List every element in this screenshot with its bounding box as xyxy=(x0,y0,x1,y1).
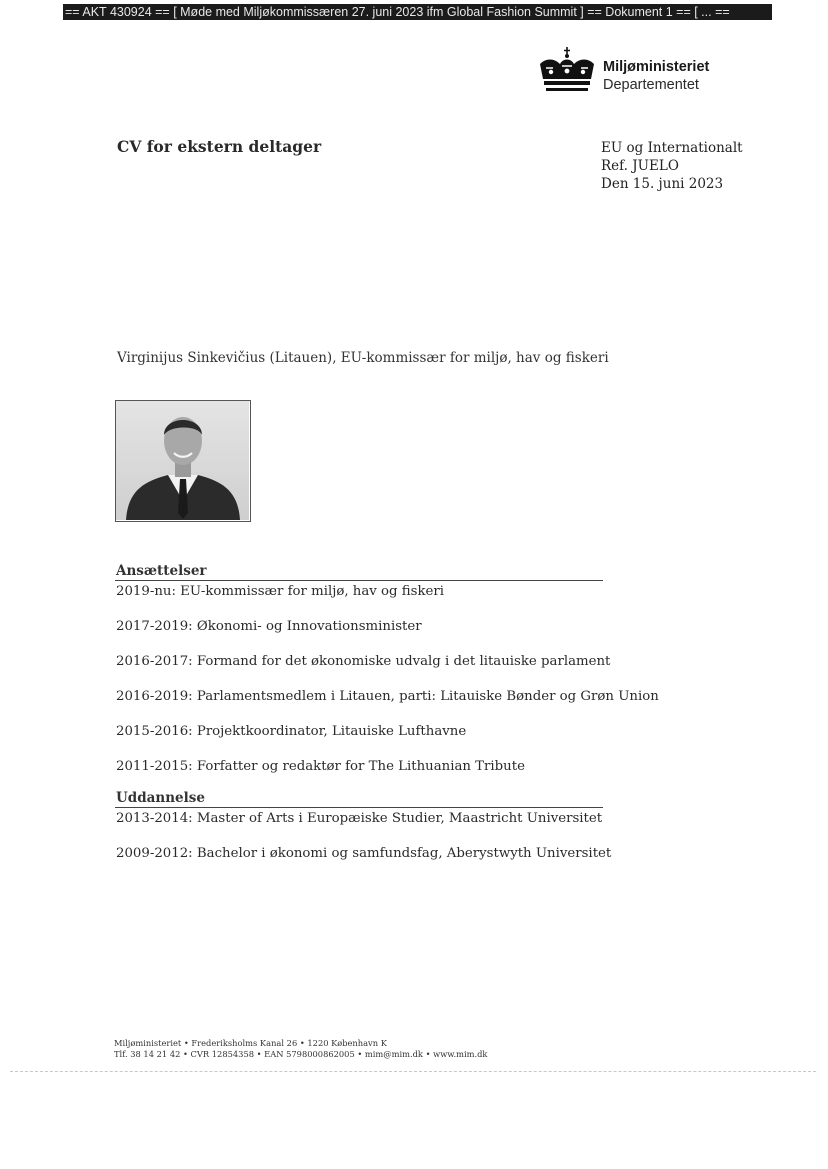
employment-item: 2019-nu: EU-kommissær for miljø, hav og fiskeri xyxy=(116,584,445,599)
subject-line: Virginijus Sinkevičius (Litauen), EU-kommissær for miljø, hav og fiskeri xyxy=(117,350,609,366)
education-section xyxy=(115,790,612,863)
org-department: Departementet xyxy=(603,77,699,93)
portrait-photo xyxy=(115,400,251,522)
meta-reference: Ref. JUELO xyxy=(601,158,679,174)
employment-section xyxy=(115,563,659,776)
org-name: Miljøministeriet xyxy=(603,59,710,75)
employment-item: 2011-2015: Forfatter og redaktør for The Lithuanian Tribute xyxy=(116,759,525,774)
crown-logo-icon xyxy=(536,46,598,94)
page-footer xyxy=(114,1038,487,1060)
education-item: 2013-2014: Master of Arts i Europæiske Studier, Maastricht Universitet xyxy=(116,811,603,826)
meta-unit: EU og Internationalt xyxy=(601,140,743,156)
document-meta xyxy=(601,139,743,193)
employment-item: 2016-2017: Formand for det økonomiske udvalg i det litauiske parlament xyxy=(116,654,611,669)
education-heading: Uddannelse xyxy=(115,790,603,808)
footer-address: Miljøministeriet • Frederiksholms Kanal 26 • 1220 København K xyxy=(114,1038,387,1048)
footer-divider xyxy=(10,1071,816,1072)
meta-date: Den 15. juni 2023 xyxy=(601,176,724,192)
employment-item: 2017-2019: Økonomi- og Innovationsminister xyxy=(116,619,422,634)
portrait-image xyxy=(116,401,249,520)
employment-item: 2016-2019: Parlamentsmedlem i Litauen, parti: Litauiske Bønder og Grøn Union xyxy=(116,689,659,704)
document-title: CV for ekstern deltager xyxy=(117,137,322,156)
document-banner: == AKT 430924 == [ Møde med Miljøkommissæren 27. juni 2023 ifm Global Fashion Summit ] == Dokument 1 == [ ... == xyxy=(63,4,772,20)
employment-item: 2015-2016: Projektkoordinator, Litauiske Lufthavne xyxy=(116,724,467,739)
organization-block xyxy=(603,59,709,94)
employment-heading: Ansættelser xyxy=(115,563,603,581)
footer-contact: Tlf. 38 14 21 42 • CVR 12854358 • EAN 5798000862005 • mim@mim.dk • www.mim.dk xyxy=(114,1049,488,1059)
education-item: 2009-2012: Bachelor i økonomi og samfundsfag, Aberystwyth Universitet xyxy=(116,846,612,861)
